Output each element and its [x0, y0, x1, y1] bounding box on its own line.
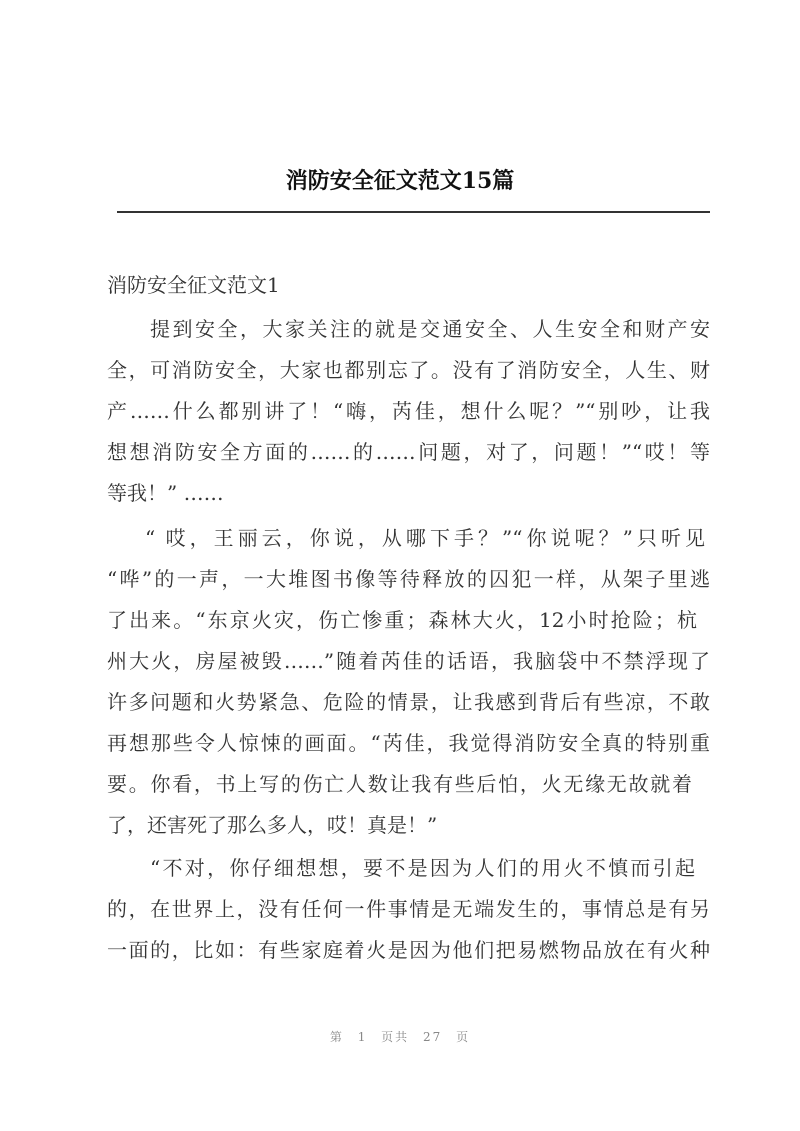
- paragraph-line: 许多问题和火势紧急、危险的情景，让我感到背后有些凉，不敢: [107, 690, 710, 714]
- paragraph-line: 产……什么都别讲了！“嗨，芮佳，想什么呢？”“别吵，让我: [107, 399, 710, 423]
- paragraph-line: 州大火，房屋被毁……”随着芮佳的话语，我脑袋中不禁浮现了: [107, 649, 710, 673]
- page-number-footer: 第 1 页共 27 页: [329, 1030, 471, 1044]
- paragraph-line: 再想那些令人惊悚的画面。“芮佳，我觉得消防安全真的特别重: [107, 731, 710, 755]
- title-divider: [117, 211, 710, 213]
- paragraph-line: 一面的，比如：有些家庭着火是因为他们把易燃物品放在有火种: [107, 938, 710, 962]
- paragraph-line: 想想消防安全方面的……的……问题，对了，问题！”“哎！等: [107, 440, 710, 464]
- paragraph-line: 等我！” ……: [107, 481, 224, 505]
- paragraph-line: 提到安全，大家关注的就是交通安全、人生安全和财产安: [150, 317, 710, 341]
- document-title: 消防安全征文范文15篇: [285, 168, 515, 194]
- paragraph-line: “ 哎，王丽云，你说，从哪下手？”“你说呢？”只听见: [145, 526, 705, 550]
- section-heading: 消防安全征文范文1: [107, 273, 280, 297]
- paragraph-line: “不对，你仔细想想，要不是因为人们的用火不慎而引起: [150, 856, 695, 880]
- paragraph-line: 的，在世界上，没有任何一件事情是无端发生的，事情总是有另: [107, 897, 710, 921]
- paragraph-line: “哗”的一声，一大堆图书像等待释放的囚犯一样，从架子里逃: [107, 567, 710, 591]
- paragraph-line: 了，还害死了那么多人，哎！真是！”: [107, 813, 438, 837]
- paragraph-line: 了出来。“东京火灾，伤亡惨重；森林大火，12小时抢险；杭: [107, 608, 697, 632]
- paragraph-line: 要。你看，书上写的伤亡人数让我有些后怕，火无缘无故就着: [107, 772, 692, 796]
- paragraph-line: 全，可消防安全，大家也都别忘了。没有了消防安全，人生、财: [107, 358, 710, 382]
